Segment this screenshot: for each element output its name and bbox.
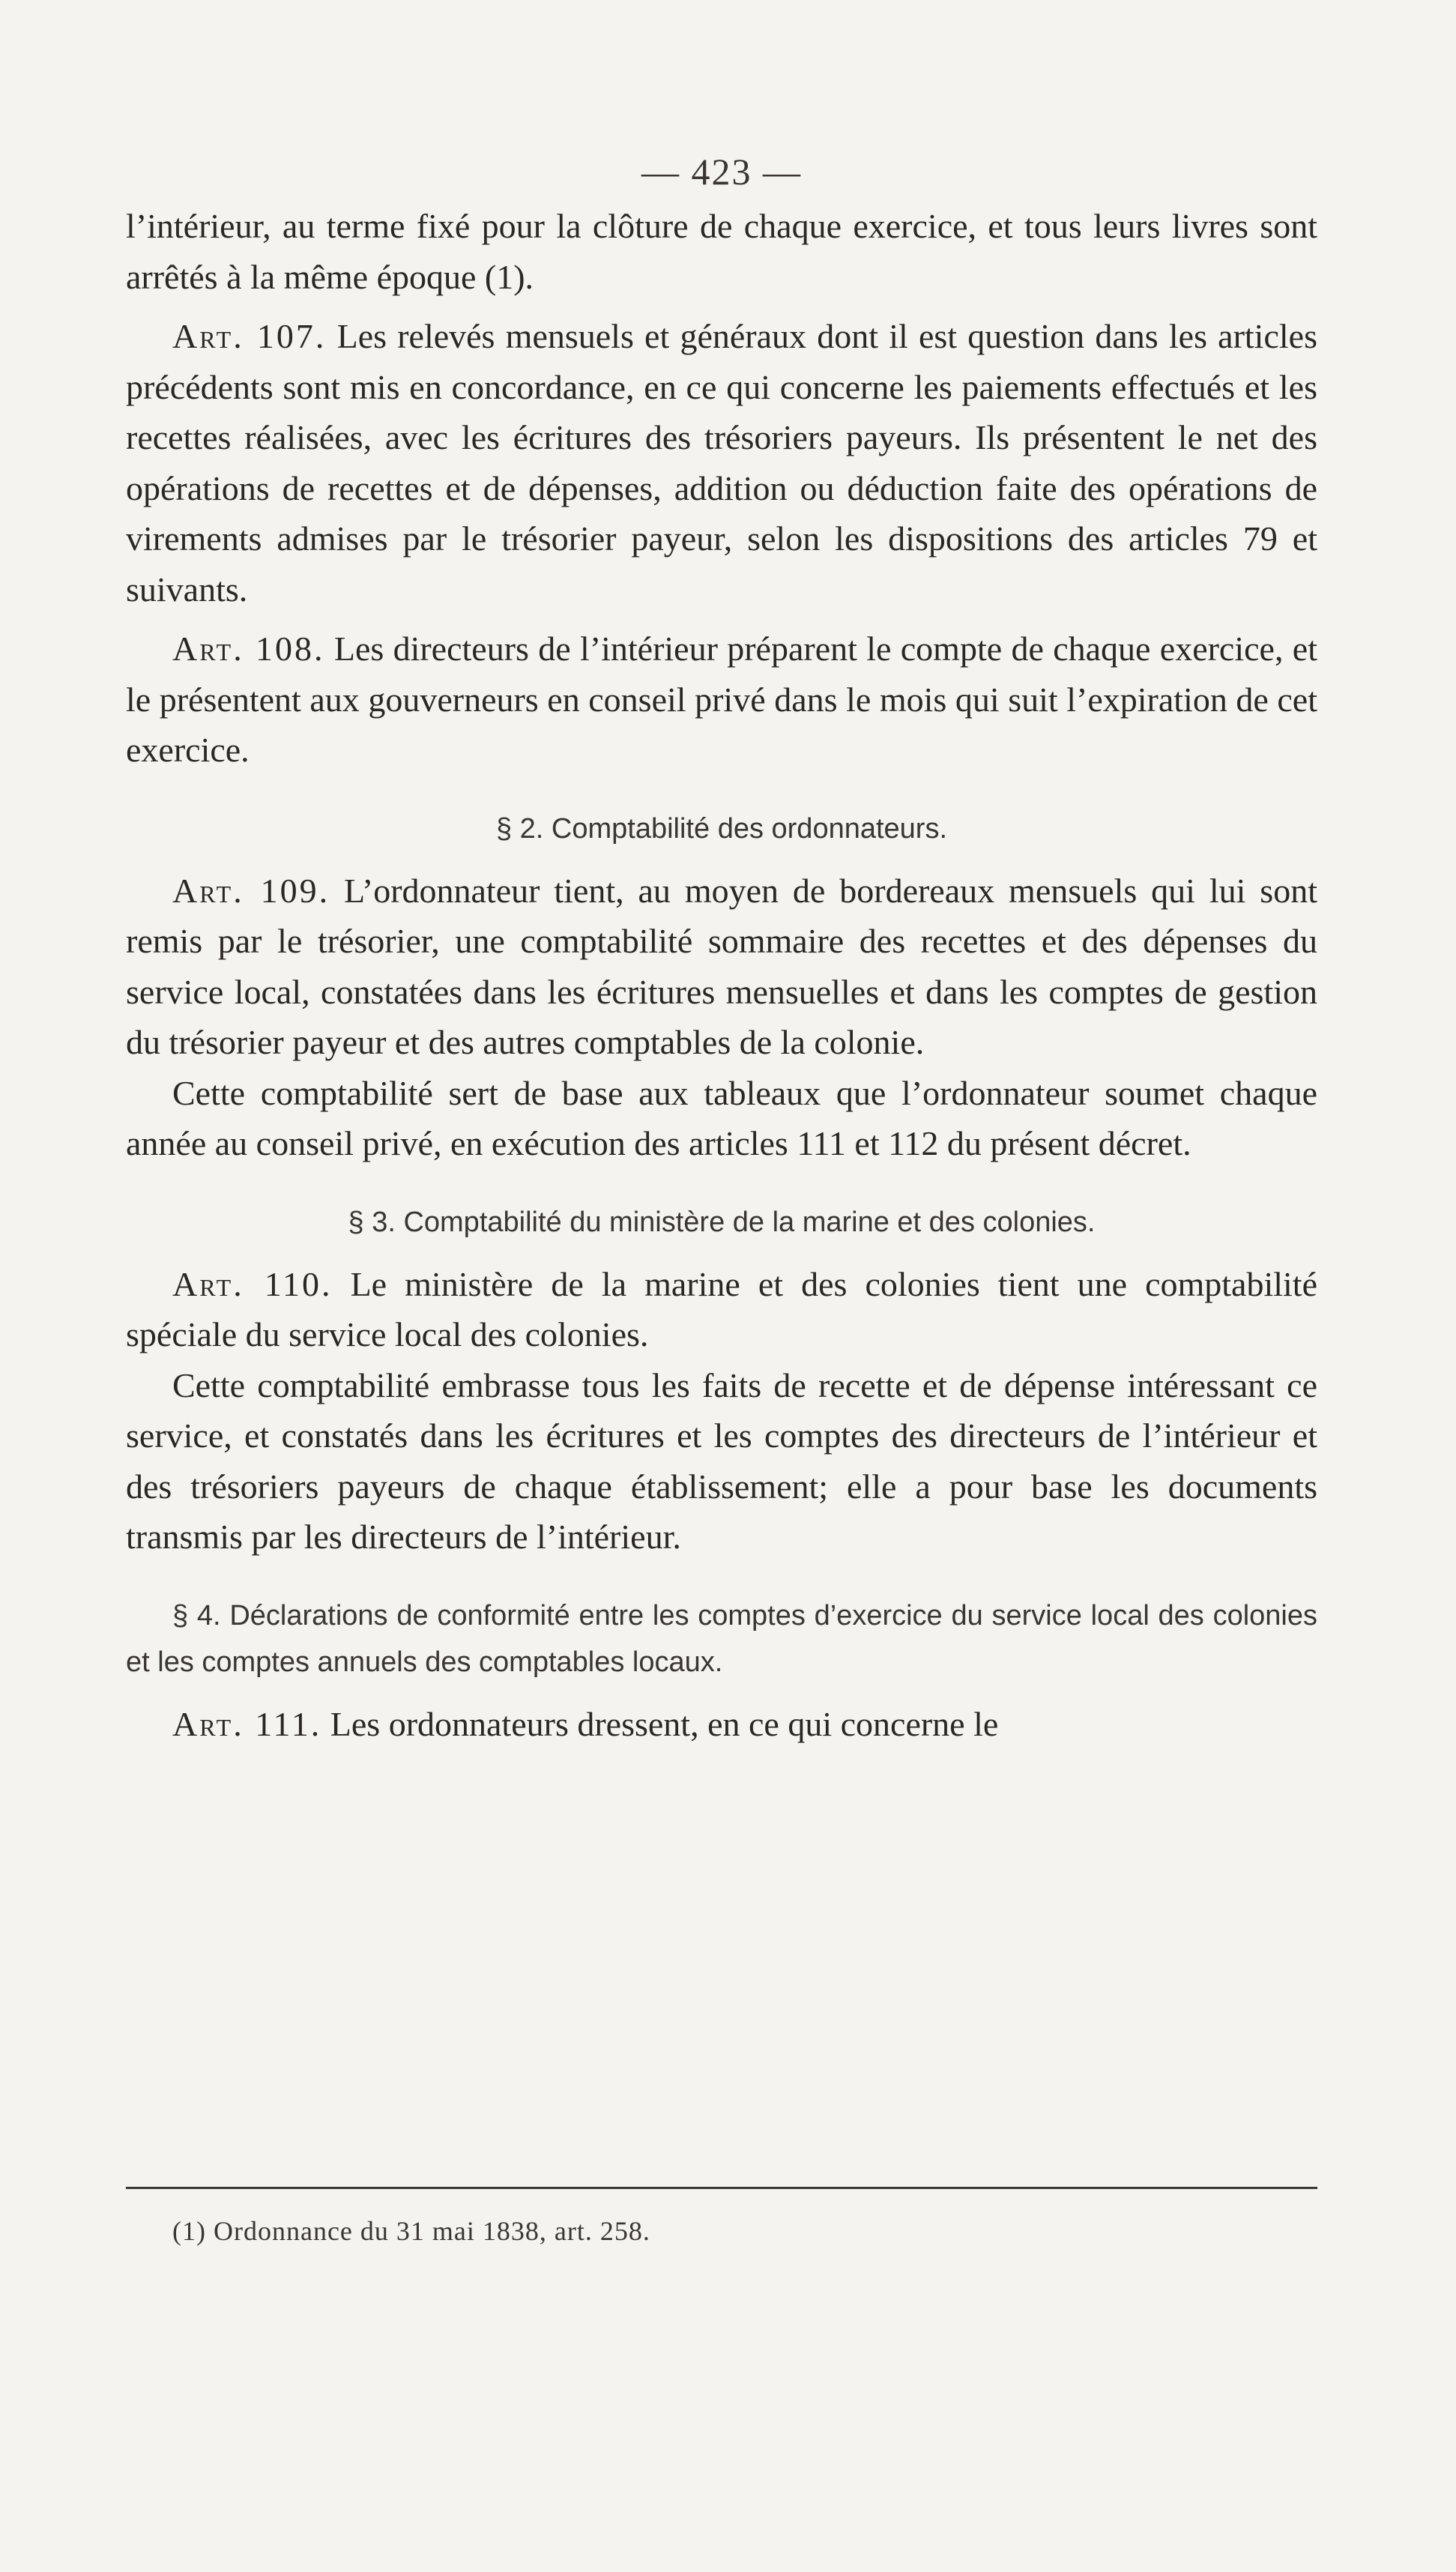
page-number: — 423 — (641, 151, 802, 193)
article-label: Art. 111. (172, 1704, 322, 1743)
article-108 (126, 624, 1317, 776)
article-107 (126, 311, 1317, 615)
article-109 (126, 866, 1317, 1068)
article-label: Art. 107. (172, 317, 327, 355)
section-heading-3: § 3. Comptabilité du ministère de la marine et des colonies. (348, 1206, 1096, 1238)
article-text: Les relevés mensuels et généraux dont il est question dans les articles précédents sont mis en concordance, en ce qui concerne les paiements effectués et les recettes réalisées, avec les écritures des trésoriers payeurs. Ils présentent le net des opérations de recettes et de dépenses, addition ou déduction faite des opérations de virements admises par le trésorier payeur, selon les dispositions des articles 79 et suivants. (126, 317, 1317, 609)
section-heading-2: § 2. Comptabilité des ordonnateurs. (495, 812, 948, 845)
article-text: L’ordonnateur tient, au moyen de bordereaux mensuels qui lui sont remis par le trésorier, une comptabilité sommaire des recettes et des dépenses du service local, constatées dans les écritures mensuelles et dans les comptes de gestion du trésorier payeur et des autres comptables de la colonie. (126, 871, 1317, 1061)
page-body (126, 142, 1317, 1749)
article-text: Les directeurs de l’intérieur préparent le compte de chaque exercice, et le présentent aux gouverneurs en conseil privé dans le mois qui suit l’expiration de cet exercice. (126, 630, 1317, 769)
article-110 (126, 1259, 1317, 1360)
article-text: Le ministère de la marine et des colonies tient une comptabilité spéciale du service local des colonies. (126, 1264, 1317, 1353)
section-heading-4: § 4. Déclarations de conformité entre les comptes d’exercice du service local des colonies et les comptes annuels des comptables locaux. (126, 1599, 1317, 1678)
footnote-rule (126, 2187, 1317, 2189)
paragraph-continuation: l’intérieur, au terme fixé pour la clôture de chaque exercice, et tous leurs livres sont arrêtés à la même époque (1). (126, 207, 1317, 296)
paragraph-110-continued: Cette comptabilité embrasse tous les faits de recette et de dépense intéressant ce service, et constatés dans les écritures et les comptes des directeurs de l’intérieur et des trésoriers payeurs de chaque établissement; elle a pour base les documents transmis par les directeurs de l’intérieur. (126, 1365, 1317, 1556)
footnote: (1) Ordonnance du 31 mai 1838, art. 258. (172, 2216, 650, 2246)
article-label: Art. 108. (172, 630, 325, 668)
article-111 (126, 1699, 1317, 1750)
article-label: Art. 110. (172, 1264, 333, 1303)
article-label: Art. 109. (172, 871, 330, 910)
article-text: Les ordonnateurs dressent, en ce qui concerne le (321, 1704, 999, 1743)
paragraph-109-continued: Cette comptabilité sert de base aux tableaux que l’ordonnateur soumet chaque année au conseil privé, en exécution des articles 111 et 112 du présent décret. (126, 1073, 1317, 1162)
